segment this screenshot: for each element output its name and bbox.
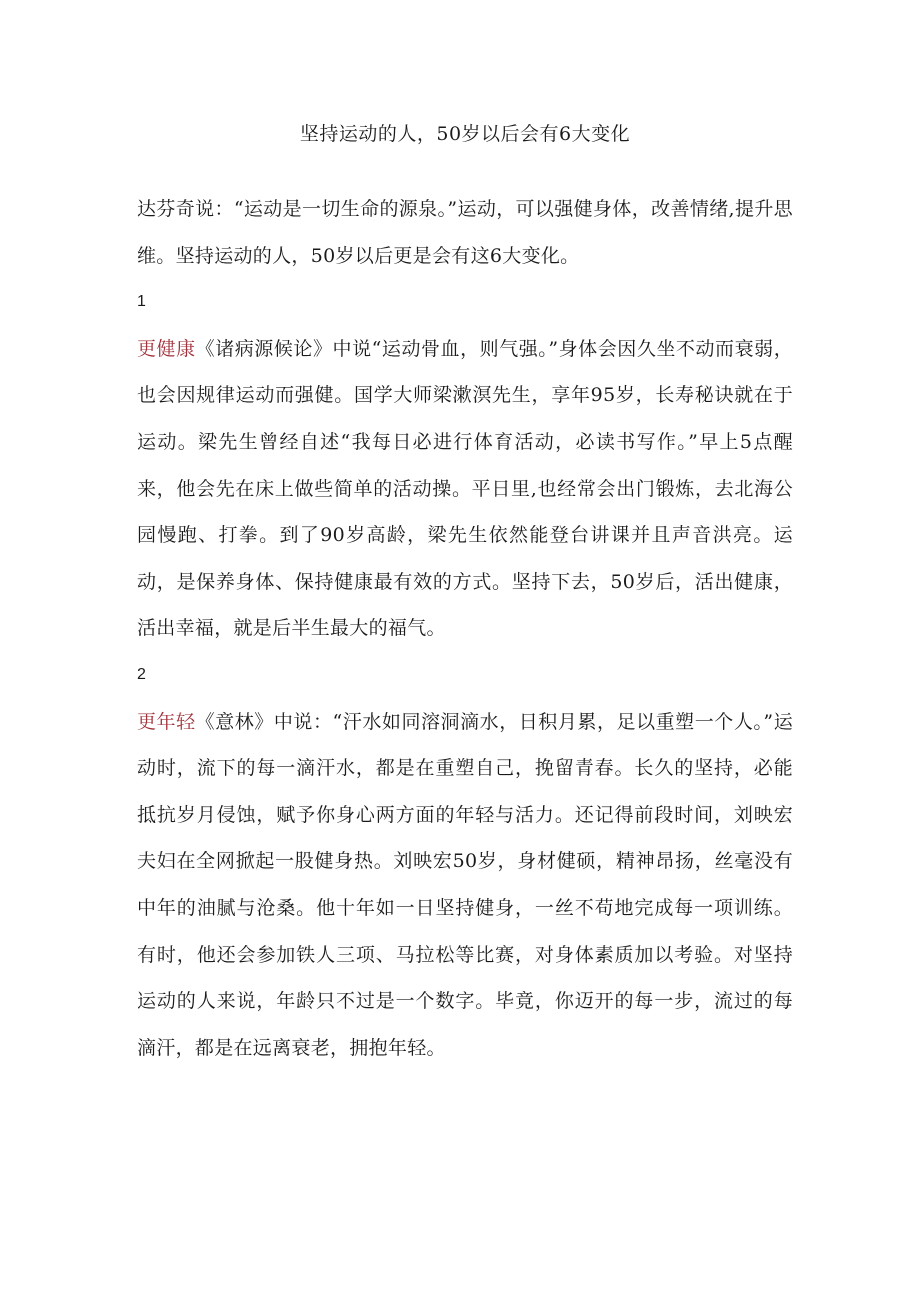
section-paragraph xyxy=(137,326,793,652)
section-number: 2 xyxy=(137,665,147,683)
section-lead-heading: 更健康 xyxy=(137,337,196,360)
document-body xyxy=(137,186,793,1071)
section-text: 《诸病源候论》中说“运动骨血，则气强。”身体会因久坐不动而衰弱，也会因规律运动而强健。国学大师梁漱溟先生，享年95岁，长寿秘诀就在于运动。梁先生曾经自述“我每日必进行体育活动，必读书写作。”早上5点醒来，他会先在床上做些简单的活动操。平日里,也经常会出门锻炼，去北海公园慢跑、打拳。到了90岁高龄，梁先生依然能登台讲课并且声音洪亮。运动，是保养身体、保持健康最有效的方式。坚持下去，50岁后，活出健康，活出幸福，就是后半生最大的福气。 xyxy=(137,337,793,640)
section-paragraph xyxy=(137,699,793,1072)
document-title: 坚持运动的人，50岁以后会有6大变化 xyxy=(299,123,631,145)
intro-paragraph: 达芬奇说：“运动是一切生命的源泉。”运动，可以强健身体，改善情绪,提升思维。坚持运动的人，50岁以后更是会有这6大变化。 xyxy=(137,198,793,267)
section-text: 《意林》中说：“汗水如同溶洞滴水，日积月累，足以重塑一个人。”运动时，流下的每一滴汗水，都是在重塑自己，挽留青春。长久的坚持，必能抵抗岁月侵蚀，赋予你身心两方面的年轻与活力。还记得前段时间，刘映宏夫妇在全网掀起一股健身热。刘映宏50岁，身材健硕，精神昂扬，丝毫没有中年的油腻与沧桑。他十年如一日坚持健身，一丝不苟地完成每一项训练。有时，他还会参加铁人三项、马拉松等比赛，对身体素质加以考验。对坚持运动的人来说，年龄只不过是一个数字。毕竟，你迈开的每一步，流过的每滴汗，都是在远离衰老，拥抱年轻。 xyxy=(137,710,793,1059)
section-lead-heading: 更年轻 xyxy=(137,710,196,733)
section-number: 1 xyxy=(137,293,147,311)
